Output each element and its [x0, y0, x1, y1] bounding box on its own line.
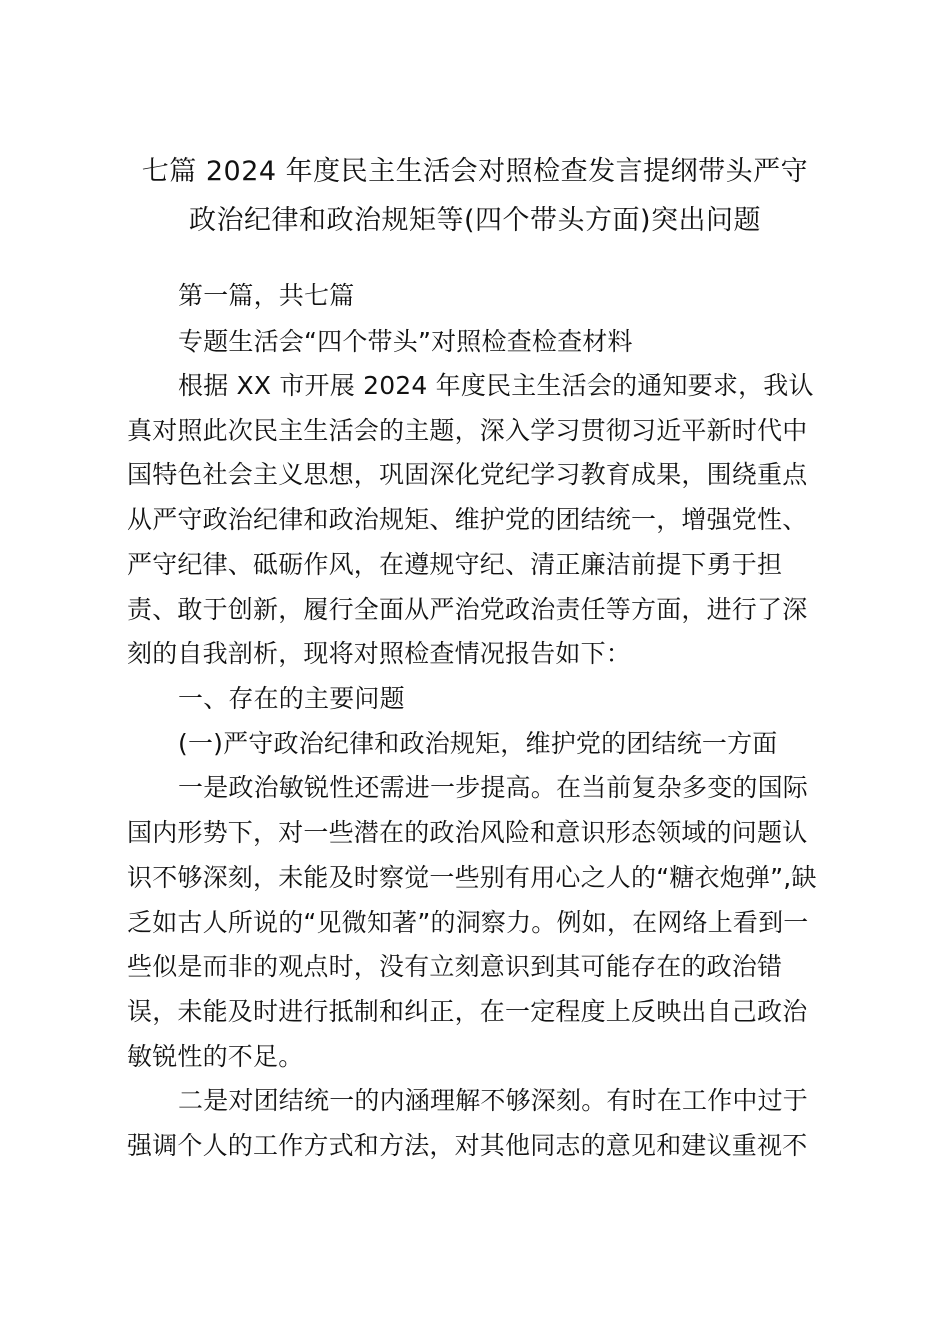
paragraph-line: 二是对团结统一的内涵理解不够深刻。有时在工作中过于 [178, 1086, 809, 1115]
paragraph-line: 国特色社会主义思想，巩固深化党纪学习教育成果，围绕重点 [127, 460, 808, 489]
paragraph-line: 国内形势下，对一些潜在的政治风险和意识形态领域的问题认 [127, 818, 808, 847]
paragraph-line: 真对照此次民主生活会的主题，深入学习贯彻习近平新时代中 [127, 416, 808, 445]
section-heading: 一、存在的主要问题 [178, 684, 405, 713]
document-title-line-2: 政治纪律和政治规矩等(四个带头方面)突出问题 [188, 205, 762, 236]
section-label: 第一篇，共七篇 [178, 281, 355, 310]
subsection-heading: (一)严守政治纪律和政治规矩，维护党的团结统一方面 [178, 729, 778, 758]
paragraph-line: 乏如古人所说的“见微知著”的洞察力。例如，在网络上看到一 [127, 908, 809, 937]
paragraph-line: 误，未能及时进行抵制和纠正，在一定程度上反映出自己政治 [127, 997, 808, 1026]
paragraph-line: 严守纪律、砥砺作风，在遵规守纪、清正廉洁前提下勇于担 [127, 550, 783, 579]
paragraph-line: 从严守政治纪律和政治规矩、维护党的团结统一，增强党性、 [127, 505, 808, 534]
paragraph-line: 敏锐性的不足。 [127, 1042, 304, 1071]
paragraph-line: 责、敢于创新，履行全面从严治党政治责任等方面，进行了深 [127, 595, 808, 624]
paragraph-line: 强调个人的工作方式和方法，对其他同志的意见和建议重视不 [127, 1131, 808, 1160]
paragraph-line: 些似是而非的观点时，没有立刻意识到其可能存在的政治错 [127, 952, 783, 981]
paragraph-line: 识不够深刻，未能及时察觉一些别有用心之人的“糖衣炮弹”,缺 [127, 863, 817, 892]
paragraph-line: 根据 XX 市开展 2024 年度民主生活会的通知要求，我认 [178, 371, 814, 400]
subtitle: 专题生活会“四个带头”对照检查检查材料 [178, 327, 633, 356]
paragraph-line: 一是政治敏锐性还需进一步提高。在当前复杂多变的国际 [178, 773, 809, 802]
document-title-line-1: 七篇 2024 年度民主生活会对照检查发言提纲带头严守 [141, 156, 809, 187]
paragraph-line: 刻的自我剖析，现将对照检查情况报告如下： [127, 639, 632, 668]
